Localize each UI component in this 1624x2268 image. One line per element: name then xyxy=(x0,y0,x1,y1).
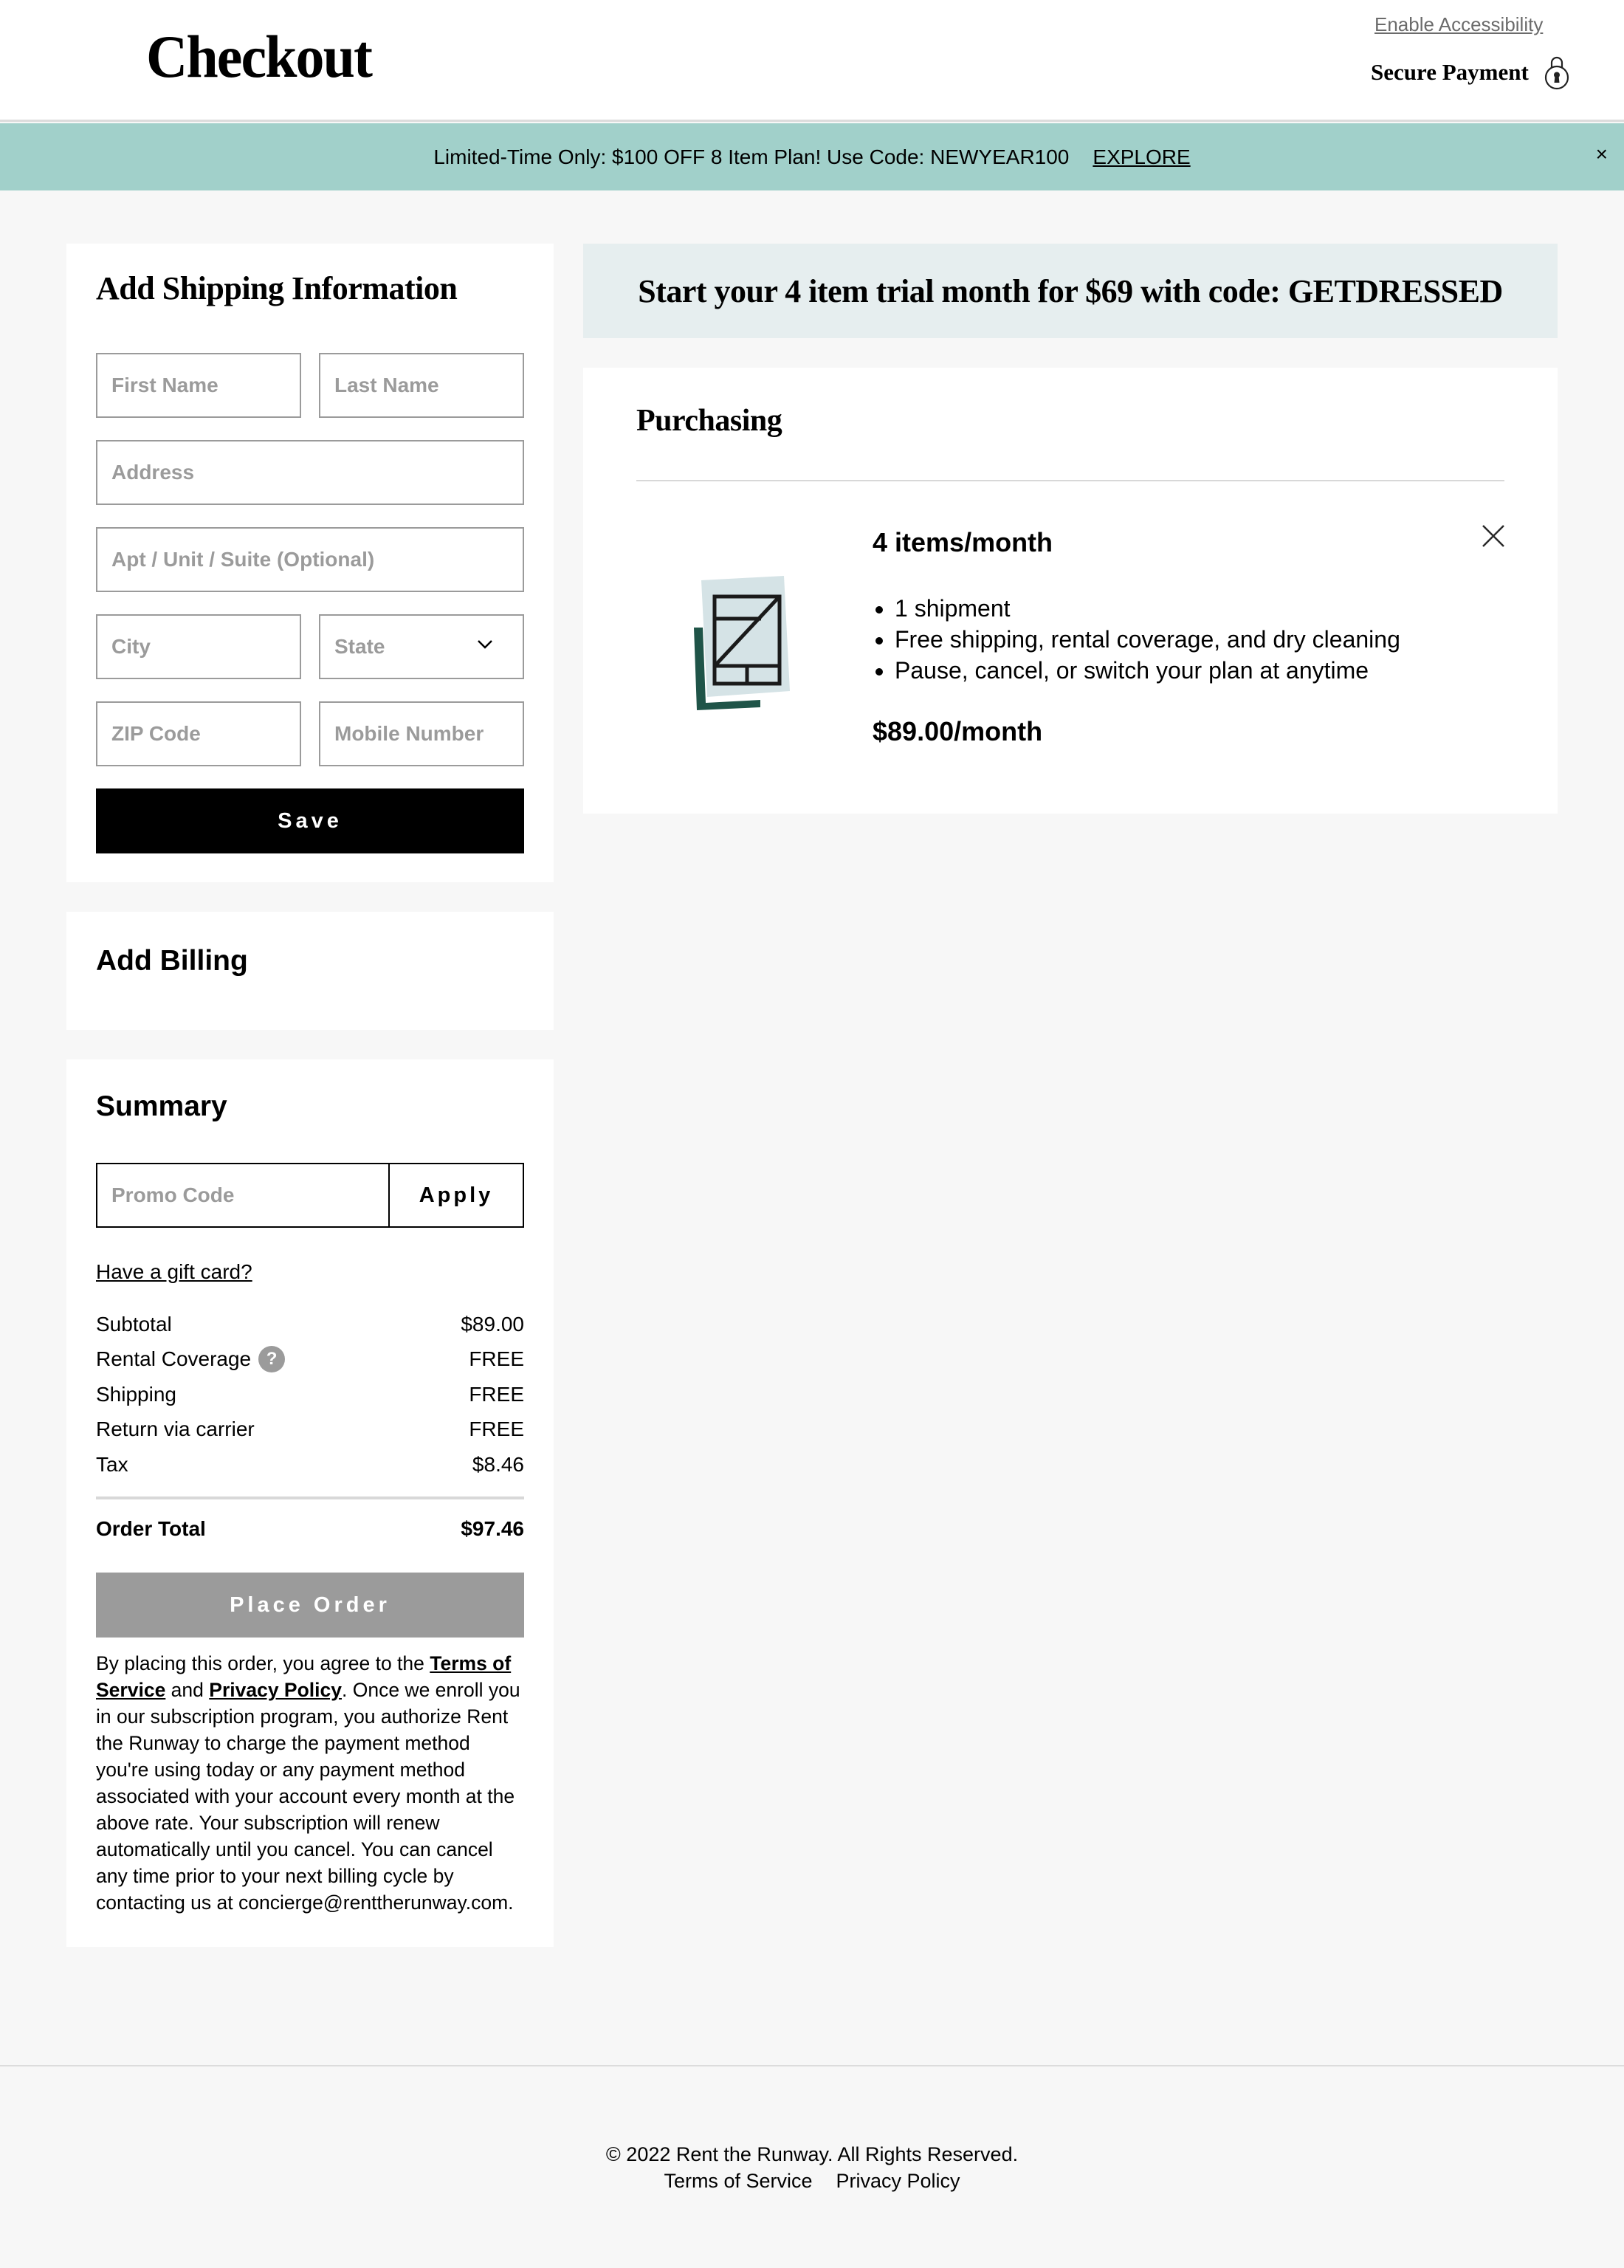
enable-accessibility-link[interactable]: Enable Accessibility xyxy=(1374,13,1544,35)
first-name-field[interactable] xyxy=(96,353,301,418)
zip-input[interactable] xyxy=(111,703,300,765)
order-total xyxy=(96,1517,524,1541)
address-input[interactable] xyxy=(111,441,523,504)
gift-card-link[interactable]: Have a gift card? xyxy=(96,1260,252,1283)
mobile-input[interactable] xyxy=(334,703,523,765)
help-icon[interactable]: ? xyxy=(258,1346,285,1372)
privacy-policy-link[interactable]: Privacy Policy xyxy=(209,1679,342,1701)
terms-of-service-link[interactable]: Terms of Service xyxy=(96,1652,512,1701)
apt-field[interactable] xyxy=(96,527,524,592)
trial-banner: Start your 4 item trial month for $69 with code: GETDRESSED xyxy=(583,244,1558,338)
apt-input[interactable] xyxy=(111,529,523,591)
promo-code-input[interactable] xyxy=(97,1164,388,1226)
billing-card[interactable] xyxy=(66,912,554,1030)
summary-divider xyxy=(96,1496,524,1499)
shipping-title: Add Shipping Information xyxy=(96,270,458,306)
order-total-label: Order Total xyxy=(96,1517,206,1540)
promo-text: Limited-Time Only: $100 OFF 8 Item Plan! Use Code: NEWYEAR100 xyxy=(433,145,1070,168)
footer xyxy=(0,2141,1624,2194)
footer-links xyxy=(0,2168,1624,2194)
line-item-value: FREE xyxy=(469,1418,524,1441)
legal-text-part: By placing this order, you agree to the xyxy=(96,1652,430,1674)
address-field[interactable] xyxy=(96,440,524,505)
state-select-placeholder: State xyxy=(334,635,385,658)
state-select[interactable] xyxy=(319,614,524,679)
line-item-label: Shipping xyxy=(96,1382,176,1406)
plan-box-icon xyxy=(692,576,796,710)
close-icon[interactable] xyxy=(1480,523,1507,549)
plan-feature: • 1 shipment xyxy=(895,593,1400,624)
zip-field[interactable] xyxy=(96,701,301,766)
plan-name: 4 items/month xyxy=(873,527,1053,557)
last-name-input[interactable] xyxy=(334,354,523,416)
plan-price: $89.00/month xyxy=(873,716,1043,746)
footer-terms-link[interactable]: Terms of Service xyxy=(664,2170,813,2192)
order-total-value: $97.46 xyxy=(461,1517,524,1540)
copyright: © 2022 Rent the Runway. All Rights Reserved. xyxy=(605,2143,1019,2165)
line-item-label: Return via carrier xyxy=(96,1418,255,1441)
place-order-button[interactable]: Place Order xyxy=(96,1573,524,1638)
footer-privacy-link[interactable]: Privacy Policy xyxy=(836,2170,960,2192)
line-item-value: FREE xyxy=(469,1382,524,1406)
line-item-value: $8.46 xyxy=(472,1452,524,1476)
page-title: Checkout xyxy=(146,23,372,90)
lock-icon xyxy=(1544,55,1570,90)
plan-feature: • Pause, cancel, or switch your plan at anytime xyxy=(895,655,1400,686)
header xyxy=(0,0,1624,122)
footer-divider xyxy=(0,2065,1624,2066)
promo-banner xyxy=(0,123,1624,190)
apply-button[interactable]: Apply xyxy=(388,1164,523,1226)
summary-card xyxy=(66,1059,554,1947)
line-item-label-text: Rental Coverage xyxy=(96,1347,252,1371)
purchasing-title: Purchasing xyxy=(636,404,782,438)
first-name-input[interactable] xyxy=(111,354,300,416)
save-button[interactable]: Save xyxy=(96,788,524,853)
secure-payment xyxy=(1371,55,1570,90)
plan-feature: • Free shipping, rental coverage, and dry cleaning xyxy=(895,624,1400,655)
line-item-return xyxy=(96,1412,524,1448)
chevron-down-icon xyxy=(477,639,493,650)
line-items xyxy=(96,1307,524,1482)
explore-link[interactable]: EXPLORE xyxy=(1093,145,1191,168)
line-item-rental-coverage xyxy=(96,1342,524,1378)
purchasing-divider xyxy=(636,480,1504,481)
close-banner-icon[interactable]: × xyxy=(1595,142,1608,165)
line-item-label: Subtotal xyxy=(96,1312,172,1336)
purchasing-card xyxy=(583,368,1558,814)
line-item-shipping xyxy=(96,1377,524,1412)
summary-title: Summary xyxy=(96,1090,227,1122)
city-input[interactable] xyxy=(111,616,300,678)
line-item-subtotal xyxy=(96,1307,524,1342)
legal-text-part: . Once we enroll you in our subscription program, you authorize Rent the Runway to charge the payment method you're using today or any payment method associated with your account every month at the above rate. Your subscription will renew automatically until you cancel. You can cancel any time prior to your next billing cycle by contacting us at concierge@renttherunway.com. xyxy=(96,1679,520,1914)
secure-payment-label: Secure Payment xyxy=(1371,59,1529,85)
line-item-label: Tax xyxy=(96,1452,128,1476)
legal-text xyxy=(96,1650,528,1916)
line-item-value: $89.00 xyxy=(461,1312,524,1336)
billing-title: Add Billing xyxy=(96,945,248,977)
city-field[interactable] xyxy=(96,614,301,679)
line-item-tax xyxy=(96,1447,524,1482)
legal-text-part: and xyxy=(165,1679,210,1701)
last-name-field[interactable] xyxy=(319,353,524,418)
promo-code-row xyxy=(96,1163,524,1228)
line-item-value: FREE xyxy=(469,1347,524,1371)
mobile-field[interactable] xyxy=(319,701,524,766)
line-item-label xyxy=(96,1346,285,1372)
plan-features xyxy=(895,593,1400,686)
shipping-card xyxy=(66,244,554,882)
